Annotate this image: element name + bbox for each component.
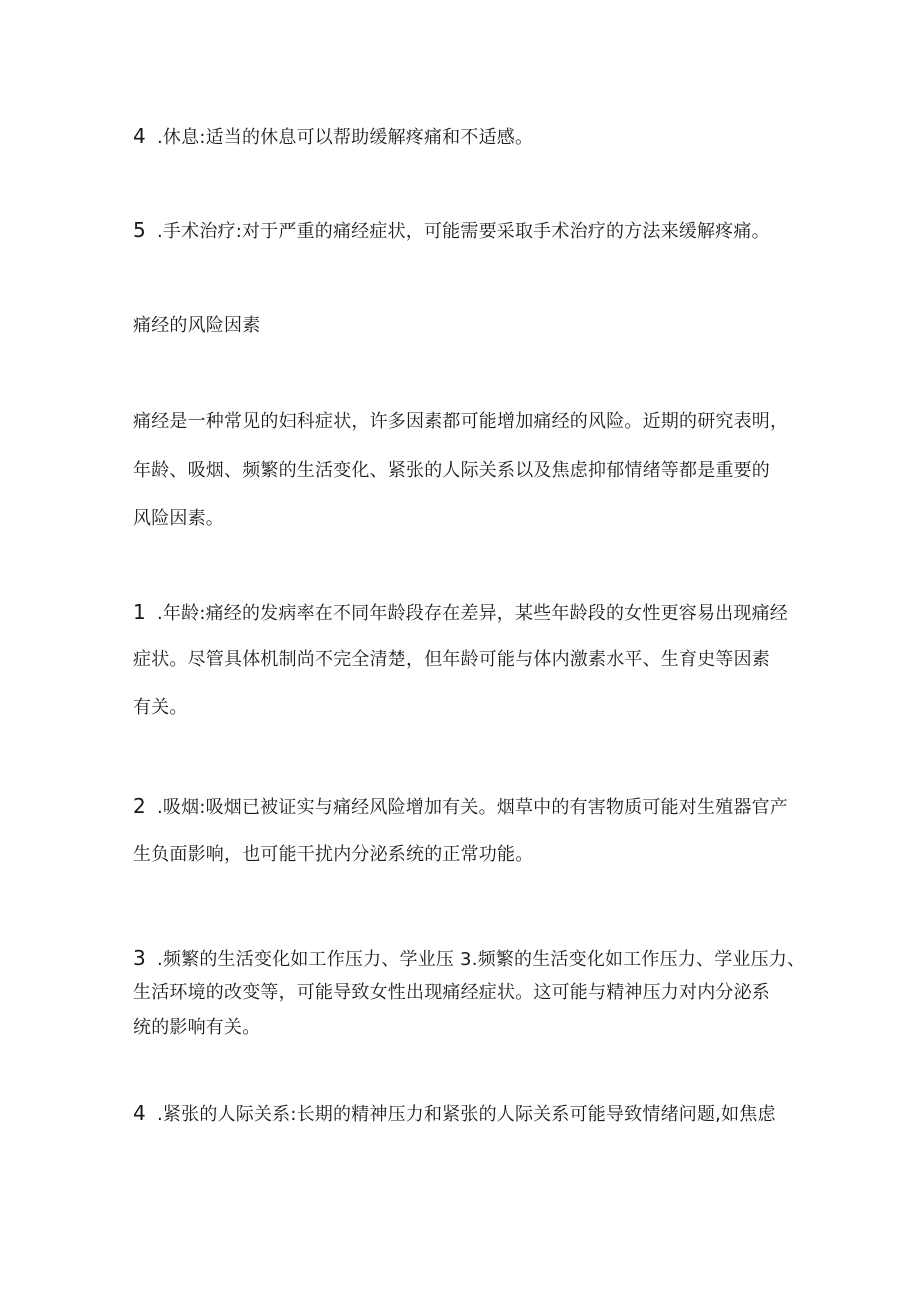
- list-text: .手术治疗:对于严重的痛经症状，可能需要采取手术治疗的方法来缓解疼痛。: [157, 221, 770, 242]
- list-item: [133, 218, 813, 244]
- list-text: .休息:适当的休息可以帮助缓解疼痛和不适感。: [157, 127, 534, 148]
- list-item-continuation: 生负面影响，也可能干扰内分泌系统的正常功能。: [133, 844, 534, 865]
- list-text: .吸烟:吸烟已被证实与痛经风险增加有关。烟草中的有害物质可能对生殖器官产: [157, 797, 788, 818]
- list-item: [133, 1101, 813, 1127]
- paragraph-line: 痛经是一种常见的妇科症状，许多因素都可能增加痛经的风险。近期的研究表明，: [133, 411, 789, 432]
- list-item-continuation: 统的影响有关。: [133, 1017, 261, 1038]
- list-item: [133, 794, 813, 820]
- list-number: 2: [133, 794, 146, 818]
- list-text: .紧张的人际关系:长期的精神压力和紧张的人际关系可能导致情绪问题,如焦虑: [157, 1104, 776, 1125]
- list-item-continuation: 有关。: [133, 697, 188, 718]
- list-text: .年龄:痛经的发病率在不同年龄段存在差异，某些年龄段的女性更容易出现痛经: [157, 603, 788, 624]
- list-number: 4: [133, 1101, 146, 1125]
- list-item: [133, 600, 813, 626]
- paragraph-line: 年龄、吸烟、频繁的生活变化、紧张的人际关系以及焦虑抑郁情绪等都是重要的: [133, 460, 770, 481]
- section-heading: 痛经的风险因素: [133, 315, 261, 336]
- list-item-continuation: 症状。尽管具体机制尚不完全清楚，但年龄可能与体内激素水平、生育史等因素: [133, 649, 770, 670]
- list-number: 1: [133, 600, 146, 624]
- list-item: [133, 124, 813, 150]
- list-text: .频繁的生活变化如工作压力、学业压 3.频繁的生活变化如工作压力、学业压力、: [157, 949, 806, 970]
- list-number: 3: [133, 946, 146, 970]
- list-number: 4: [133, 124, 146, 148]
- list-number: 5: [133, 218, 146, 242]
- paragraph-line: 风险因素。: [133, 508, 224, 529]
- list-item-continuation: 生活环境的改变等，可能导致女性出现痛经症状。这可能与精神压力对内分泌系: [133, 982, 770, 1003]
- list-item: [133, 946, 813, 972]
